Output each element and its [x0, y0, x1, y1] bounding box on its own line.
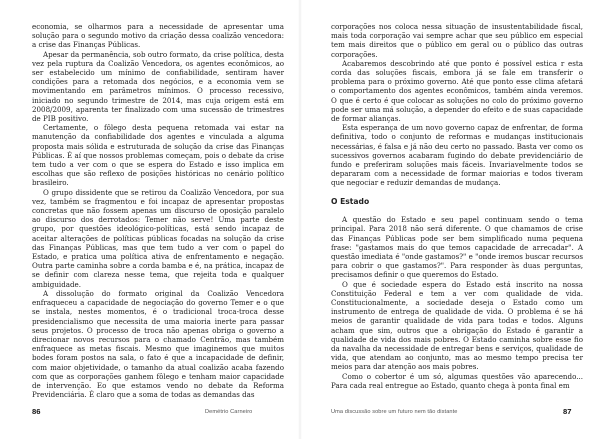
right-page-text	[331, 22, 583, 390]
page-number-left: 86	[32, 407, 41, 416]
paragraph: Apesar da permanência, sob outro formato, da crise política, desta vez pela ruptura da Coalizão Vencedora, os agentes econômicos, ao ser estabelecido um mínimo de confiabilidade, sentiram haver condições para a retomada dos negócios, e a economia vem se movimentando em parâmetros mínimos. O processo recessivo, iniciado no segundo trimestre de 2014, mas cuja origem está em 2008/2009, aparenta ter finalizado com uma sucessão de trimestres de PIB positivo.	[32, 49, 284, 124]
section-spacer	[331, 206, 583, 215]
paragraph: O grupo dissidente que se retirou da Coalizão Vencedora, por sua vez, também se fragmentou e foi incapaz de apresentar propostas concretas que não fossem apenas um discurso de oposição paralelo ao discurso dos derrotados: Temer não serve! Uma parte deste grupo, por questões ideológico-políticas, está sendo incapaz de aceitar alterações de políticas públicas focadas na solução da crise das Finanças Públicas, mas que tem tudo a ver com o papel do Estado, e pratica uma política ativa de enfrentamento e negação. Outra parte caminha sobre a corda bamba e é, na prática, incapaz de se definir com clareza nesse tema, que rejeita toda e qualquer ambiguidade.	[32, 187, 284, 289]
paragraph: A dissolução do formato original da Coalizão Vencedora enfraqueceu a capacidade de negociação do governo Temer e o que se instala, nestes momentos, é o tradicional troca-troca desse presidencialismo que necessita de uma maioria inerte para passar seus projetos. O processo de troca não apenas obriga o governo a direcionar novos recursos para o chamado Centrão, mas também enfraquece as metas fiscais. Mesmo que imaginemos que muitos bodes foram postos na sala, o fato é que a incapacidade de definir, com maior objetividade, o tamanho da atual coalizão acaba fazendo com que as corporações ganhem fôlego e tenham maior capacidade de intervenção. Eo que estamos vendo no debate da Reforma Previdenciária. É claro que a soma de todas as demandas das	[32, 288, 284, 400]
paragraph: economia, se olharmos para a necessidade de apresentar uma solução para o segundo motivo da criação dessa coalizão vencedora: a crise das Finanças Públicas.	[32, 22, 284, 50]
paragraph: corporações nos coloca nessa situação de insustentabilidade fiscal, mais toda corporação vai sempre achar que seu público em especial tem mais direitos que o público em geral ou o público das outras corporações.	[331, 22, 583, 59]
paragraph: O que é sociedade espera do Estado está inscrito na nossa Constituição Federal e tem a ver com qualidade de vida. Constitucionalmente, a sociedade deseja o Estado como um instrumento de entrega de qualidade de vida. O problema é se há meios de garantir qualidade de vida para todas e todos. Alguns acham que sim, outros que a obrigação do Estado é garantir a qualidade de vida dos mais pobres. O Estado caminha sobre esse fio da navalha da necessidade de entregar bens e serviços, qualidade de vida, que atendam ao conjunto, mas ao mesmo tempo precisa ter meios para dar atenção aos mais pobres.	[331, 279, 583, 372]
paragraph: Esta esperança de um novo governo capaz de enfrentar, de forma definitiva, todo o conjunto de reformas e mudanças institucionais necessárias, é falsa e já não deu certo no passado. Basta ver como os sucessivos governos acabaram fugindo do debate previdenciário de fundo e preferiram soluções mais fáceis. Invariavelmente todos se depararam com a necessidade de formar maiorias e todos tiveram que negociar e reduzir demandas de mudança.	[331, 123, 583, 188]
page-number-right: 87	[563, 407, 572, 416]
page-gutter	[298, 0, 302, 439]
running-head-author: Demétrio Carneiro	[205, 409, 253, 415]
paragraph: Certamente, o fôlego desta pequena retomada vai estar na manutenção da confiabilidade dos agentes e vinculada a alguma proposta mais sólida e estruturada de solução da crise das Finanças Públicas. É aí que nossos problemas começam, pois o debate da crise tem tudo a ver com o que se espera do Estado e isso implica em escolhas que são reflexo de posições históricas no cenário político brasileiro.	[32, 123, 284, 188]
running-head-title: Uma discussão sobre um futuro nem tão distante	[331, 409, 458, 415]
paragraph: A questão do Estado e seu papel continuam sendo o tema principal. Para 2018 não será diferente. O que chamamos de crise das Finanças Públicas pode ser bem simplificado numa pequena frase: "gastamos mais do que temos capacidade de arrecadar". A questão imediata é "onde gastamos?" e "onde iremos buscar recursos para cobrir o que gastamos?". Para responder às duas perguntas, precisamos definir o que queremos do Estado.	[331, 215, 583, 280]
left-page-text	[32, 22, 284, 399]
paragraph: Acabaremos descobrindo até que ponto é possível estica r esta corda das soluções fiscais, embora já se fale em transferir o problema para o próximo governo. Até que ponto esse clima afetará o comportamento dos agentes econômicos, também ainda veremos. O que é certo é que colocar as soluções no colo do próximo governo pode ser uma má solução, a depender do efeito e de suas capacidade de formar alianças.	[331, 58, 583, 124]
paragraph: Como o cobertor é um só, algumas questões vão aparecendo... Para cada real entregue ao Estado, quanto chega à ponta final em	[331, 371, 583, 390]
section-title: O Estado	[331, 196, 370, 206]
section-spacer	[331, 188, 583, 197]
